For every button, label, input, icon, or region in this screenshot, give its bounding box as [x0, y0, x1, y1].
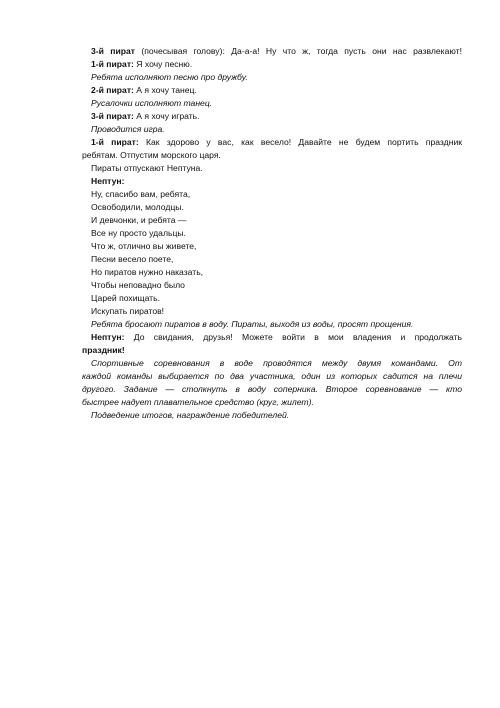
dialogue-line-continuation: праздник! — [82, 345, 125, 355]
instruction-line: Спортивные соревнования в воде проводятся между двумя командами. От — [91, 358, 462, 368]
line-text: А я хочу танец. — [133, 85, 197, 95]
verse-line: Царей похищать. — [91, 293, 160, 303]
stage-direction: Проводится игра. — [91, 124, 165, 134]
instruction-line: Подведение итогов, награждение победителей. — [91, 410, 290, 420]
speaker-label: 1-й пират: — [91, 137, 139, 147]
line-text: А я хочу играть. — [133, 111, 200, 121]
stage-direction: Русалочки исполняют танец. — [91, 98, 213, 108]
verse-line: И девчонки, и ребята — — [91, 215, 187, 225]
instruction-line: быстрее надует плавательное средство (круг, жилет). — [82, 397, 314, 407]
speaker-label: Нептун: — [91, 332, 125, 342]
verse-line: Но пиратов нужно наказать, — [91, 267, 204, 277]
line-text: Как здорово у вас, как весело! Давайте не будем портить праздник — [138, 137, 462, 147]
line-text: (почесывая голову): Да-а-а! Ну что ж, тогда пусть они нас развлекают! — [135, 46, 462, 56]
dialogue-line — [91, 45, 462, 58]
verse-line: Песни весело поете, — [91, 254, 174, 264]
speaker-label: 3-й пират — [91, 46, 136, 56]
instruction-line: другого. Задание — столкнуть в воду соперника. Второе соревнование — кто — [82, 384, 462, 394]
narration-line: Пираты отпускают Нептуна. — [91, 163, 203, 173]
dialogue-line — [91, 136, 462, 149]
dialogue-line — [91, 84, 197, 97]
verse-line: Что ж, отлично вы живете, — [91, 241, 197, 251]
dialogue-line-continuation: ребятам. Отпустим морского царя. — [82, 150, 221, 160]
stage-direction: Ребята исполняют песню про дружбу. — [91, 72, 248, 82]
speaker-label: 3-й пират: — [91, 111, 134, 121]
dialogue-line — [91, 110, 200, 123]
line-text: До свидания, друзья! Можете войти в мои владения и продолжать — [124, 332, 462, 342]
dialogue-line — [91, 58, 192, 71]
instruction-line: каждой команды выбирается по два участника, один из которых садится на плечи — [82, 371, 462, 381]
verse-line: Освободили, молодцы. — [91, 202, 184, 212]
verse-line: Ну, спасибо вам, ребята, — [91, 189, 191, 199]
stage-direction: Ребята бросают пиратов в воду. Пираты, выходя из воды, просят прощения. — [91, 319, 414, 329]
speaker-label: Нептун: — [91, 176, 125, 186]
speaker-label: 2-й пират: — [91, 85, 134, 95]
verse-line: Чтобы неповадно было — [91, 280, 185, 290]
line-text: Я хочу песню. — [133, 59, 193, 69]
verse-line: Все ну просто удальцы. — [91, 228, 186, 238]
verse-line: Искупать пиратов! — [91, 306, 165, 316]
dialogue-line — [91, 331, 462, 344]
speaker-label: 1-й пират: — [91, 59, 134, 69]
